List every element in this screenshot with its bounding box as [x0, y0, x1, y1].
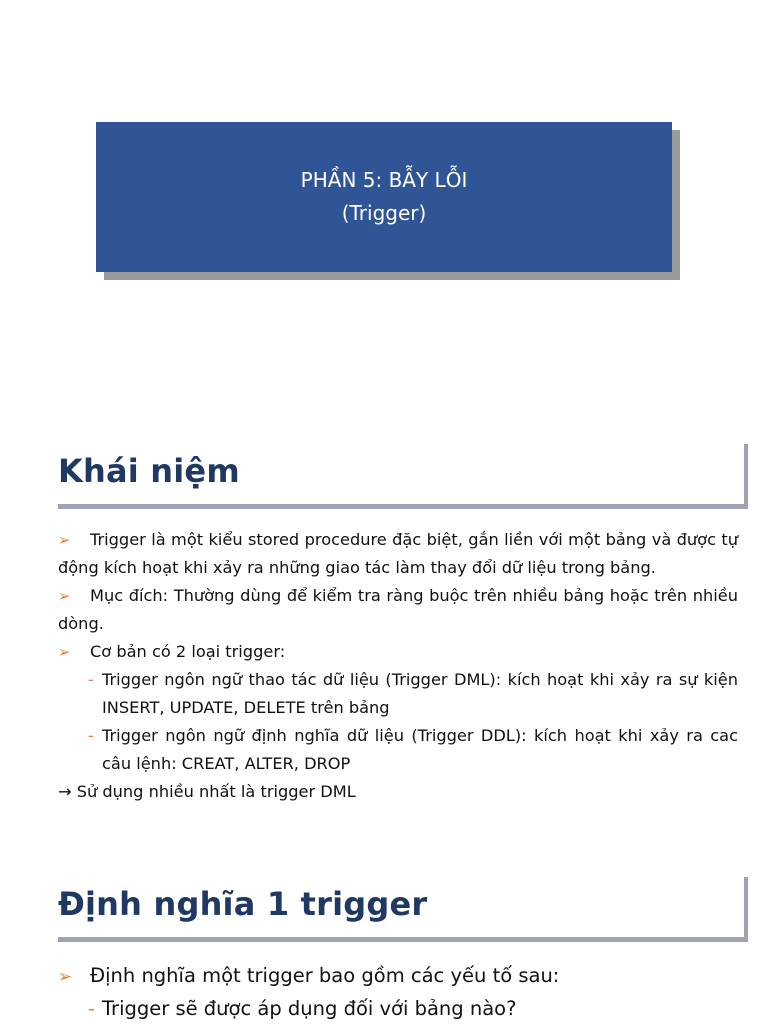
section-title: Định nghĩa 1 trigger: [58, 885, 428, 923]
conclusion-line: → Sử dụng nhiều nhất là trigger DML: [58, 782, 356, 801]
dash-bullet-icon: -: [88, 726, 94, 745]
sub-item: - Trigger ngôn ngữ thao tác dữ liệu (Trigger DML): kích hoạt khi xảy ra sự kiện INSERT, UPDATE, DELETE trên bảng: [58, 666, 738, 722]
heading-rule-right: [744, 444, 748, 508]
arrow-bullet-icon: ➢: [58, 967, 73, 987]
heading-rule-bottom: [58, 504, 748, 509]
bullet-item: ➢ Định nghĩa một trigger bao gồm các yếu tố sau:: [58, 960, 748, 993]
section-title: Khái niệm: [58, 452, 240, 490]
sub-item: - Trigger ngôn ngữ định nghĩa dữ liệu (Trigger DDL): kích hoạt khi xảy ra cac câu lệnh: CREAT, ALTER, DROP: [58, 722, 738, 778]
dash-bullet-icon: -: [88, 670, 94, 689]
section-body-dinh-nghia: [58, 960, 748, 1025]
heading-rule-right: [744, 877, 748, 941]
bullet-item: ➢ Mục đích: Thường dùng để kiểm tra ràng buộc trên nhiều bảng hoặc trên nhiều dòng.: [58, 582, 738, 638]
title-box: [96, 122, 672, 272]
arrow-bullet-icon: ➢: [58, 587, 71, 605]
arrow-bullet-icon: ➢: [58, 643, 71, 661]
bullet-item: ➢ Trigger là một kiểu stored procedure đặc biệt, gắn liền với một bảng và được tự động kích hoạt khi xảy ra những giao tác làm thay đổi dữ liệu trong bảng.: [58, 526, 738, 582]
section-heading-khai-niem: [58, 444, 748, 510]
bullet-item: ➢ Cơ bản có 2 loại trigger:: [58, 638, 738, 666]
heading-rule-bottom: [58, 937, 748, 942]
sub-item: - Trigger sẽ được áp dụng đối với bảng nào?: [58, 993, 748, 1025]
dash-bullet-icon: -: [88, 997, 96, 1020]
title-line-1: PHẦN 5: BẪY LỖI: [300, 168, 468, 192]
section-body-khai-niem: [58, 526, 738, 806]
title-line-2: (Trigger): [341, 201, 427, 225]
arrow-bullet-icon: ➢: [58, 531, 71, 549]
section-heading-dinh-nghia: [58, 877, 748, 943]
